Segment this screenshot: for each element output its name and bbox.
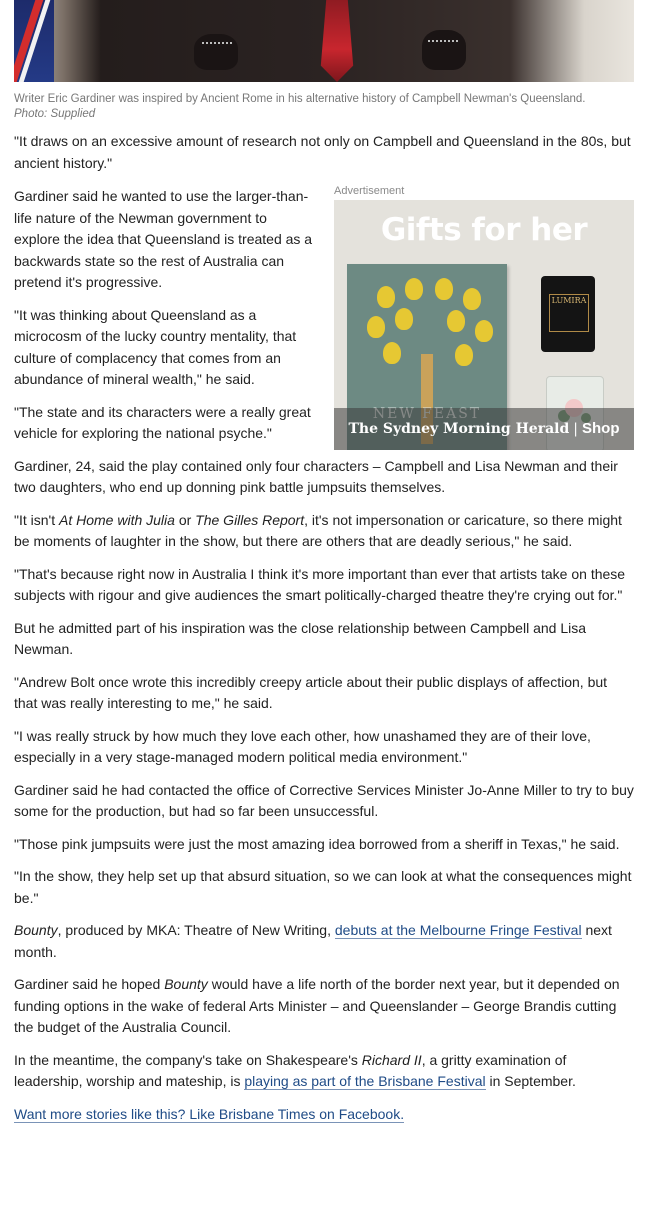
paragraph: "It isn't At Home with Julia or The Gilles Report, it's not impersonation or caricature, so there might be moments of laughter in the show, but there are others that are deadly serious," he said. bbox=[14, 511, 622, 549]
ad-banner[interactable] bbox=[334, 200, 634, 450]
photo-credit: Photo: Supplied bbox=[14, 108, 96, 120]
play-title: Richard II bbox=[361, 1051, 422, 1068]
candle-image bbox=[541, 276, 595, 352]
show-title: At Home with Julia bbox=[59, 511, 175, 528]
caption-text: Writer Eric Gardiner was inspired by Ancient Rome in his alternative history of Campbell Newman's Queensland. bbox=[14, 93, 586, 105]
paragraph: "That's because right now in Australia I think it's more important than ever that artists take on these subjects with rigour and give audiences the smart politically-charged theatre they're crying out for." bbox=[14, 565, 626, 603]
shop-label: Shop bbox=[581, 420, 620, 437]
paragraph: "Those pink jumpsuits were just the most amazing idea borrowed from a sheriff in Texas," he said. bbox=[14, 835, 620, 852]
smh-logo: The Sydney Morning Herald bbox=[348, 421, 570, 437]
brand-separator: | bbox=[573, 421, 578, 437]
facebook-link[interactable]: Want more stories like this? Like Brisbane Times on Facebook. bbox=[14, 1105, 405, 1122]
paragraph: Gardiner said he hoped Bounty would have a life north of the border next year, but it depended on funding options in the wake of federal Arts Minister – and Queenslander – George Brandis cutting the budget of the Australia Council. bbox=[14, 976, 620, 1035]
paragraph: "I was really struck by how much they love each other, how unashamed they are of their love, especially in a very stage-managed modern political media environment." bbox=[14, 727, 591, 765]
paragraph: But he admitted part of his inspiration was the close relationship between Campbell and Lisa Newman. bbox=[14, 619, 586, 657]
paragraph: Bounty, produced by MKA: Theatre of New Writing, debuts at the Melbourne Fringe Festival next month. bbox=[14, 922, 612, 960]
melbourne-fringe-link[interactable]: debuts at the Melbourne Fringe Festival bbox=[334, 922, 582, 938]
ad-headline: Gifts for her bbox=[380, 212, 588, 248]
paragraph: "It draws on an excessive amount of research not only on Campbell and Queensland in the 80s, but ancient history." bbox=[14, 133, 631, 171]
show-title: The Gilles Report bbox=[195, 511, 305, 528]
article-body bbox=[14, 131, 634, 1125]
brisbane-festival-link[interactable]: playing as part of the Brisbane Festival bbox=[244, 1073, 486, 1089]
advertisement[interactable] bbox=[334, 184, 634, 450]
article-photo bbox=[14, 0, 634, 82]
paragraph: "The state and its characters were a really great vehicle for exploring the national psyche." bbox=[14, 403, 311, 441]
play-title: Bounty bbox=[14, 922, 58, 938]
paragraph: Gardiner said he had contacted the office of Corrective Services Minister Jo-Anne Miller to try to buy some for the production, but had so far been unsuccessful. bbox=[14, 781, 634, 819]
ad-brand-bar[interactable] bbox=[334, 408, 634, 450]
play-title: Bounty bbox=[164, 976, 208, 992]
flag-graphic bbox=[14, 0, 54, 82]
photo-caption bbox=[14, 92, 634, 122]
paragraph: "Andrew Bolt once wrote this incredibly creepy article about their public displays of affection, but that was really interesting to me," he said. bbox=[14, 673, 608, 711]
gloved-hand-right bbox=[422, 30, 466, 70]
ad-label: Advertisement bbox=[334, 185, 405, 197]
paragraph: Gardiner, 24, said the play contained only four characters – Campbell and Lisa Newman and their two daughters, who end up donning pink battle jumpsuits themselves. bbox=[14, 457, 618, 495]
paragraph: In the meantime, the company's take on Shakespeare's Richard II, a gritty examination of leadership, worship and mateship, is playing as part of the Brisbane Festival in September. bbox=[14, 1051, 576, 1089]
red-tie bbox=[319, 0, 355, 82]
article bbox=[14, 0, 634, 1125]
gloved-hand-left bbox=[194, 34, 238, 70]
paragraph: Gardiner said he wanted to use the larger-than-life nature of the Newman government to explore the idea that Queensland is treated as a backwards state so the rest of Australia can pretend it's progressive. bbox=[14, 188, 313, 290]
paragraph: "It was thinking about Queensland as a microcosm of the lucky country mentality, that culture of complacency that comes from an abundance of mineral wealth," he said. bbox=[14, 306, 297, 387]
facebook-promo bbox=[14, 1104, 634, 1126]
paragraph: "In the show, they help set up that absurd situation, so we can look at what the consequences might be." bbox=[14, 868, 632, 906]
candle-label: LUMIRA bbox=[549, 294, 589, 332]
